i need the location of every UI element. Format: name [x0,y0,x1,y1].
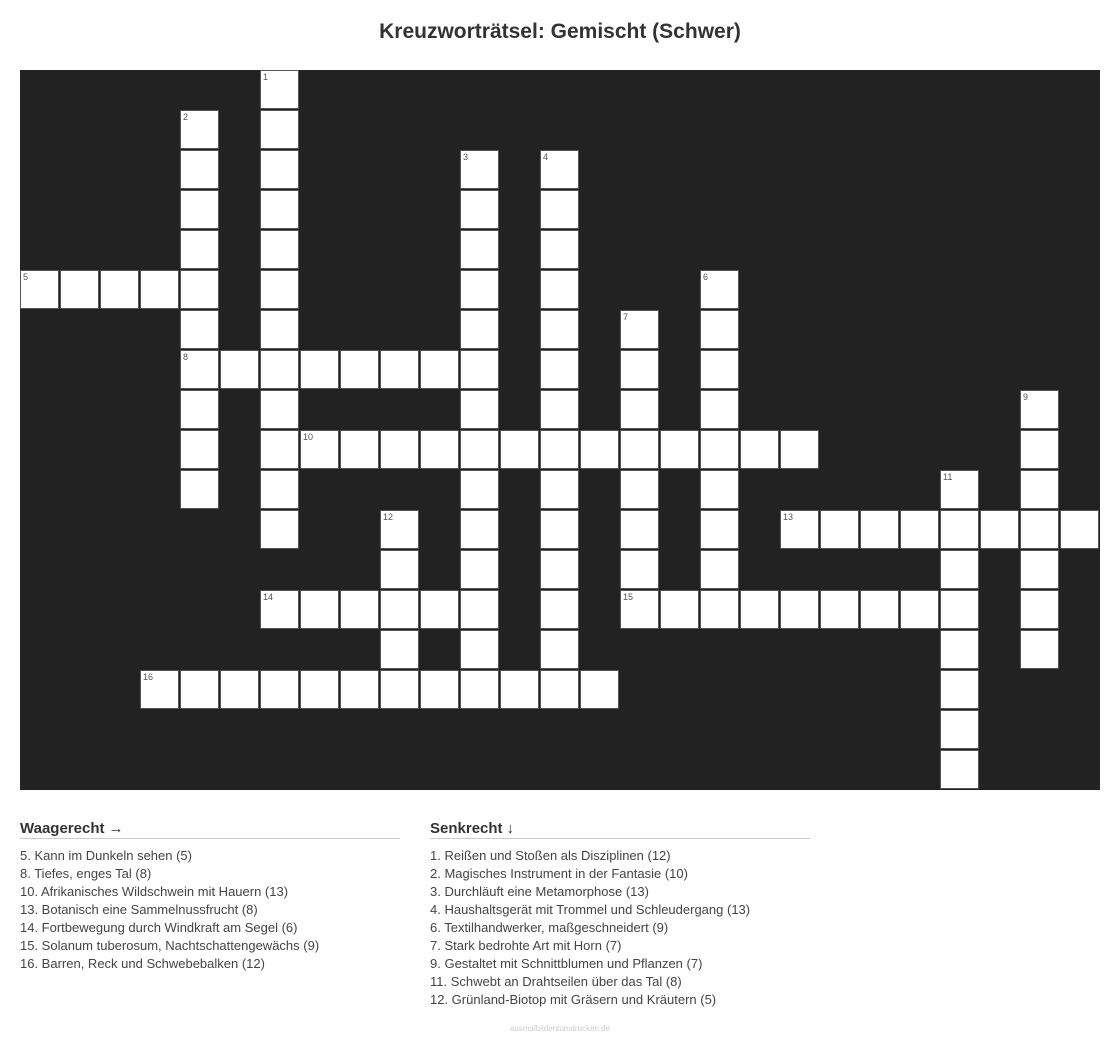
grid-cell[interactable] [180,110,219,149]
grid-cell[interactable] [540,510,579,549]
grid-cell[interactable] [180,310,219,349]
grid-cell[interactable] [180,670,219,709]
grid-cell[interactable] [1020,550,1059,589]
grid-cell[interactable] [260,190,299,229]
grid-cell[interactable] [180,470,219,509]
grid-cell[interactable] [340,590,379,629]
grid-cell[interactable] [540,150,579,189]
grid-cell[interactable] [540,230,579,269]
down-heading-label: Senkrecht [430,820,503,837]
grid-cell[interactable] [380,510,419,549]
grid-cell[interactable] [460,670,499,709]
clue-number: 12 [383,512,394,522]
grid-cell[interactable] [660,590,699,629]
across-clue-list [20,847,400,973]
grid-cell[interactable] [700,590,739,629]
grid-cell[interactable] [460,270,499,309]
grid-cell[interactable] [540,270,579,309]
grid-cell[interactable] [300,350,339,389]
grid-cell[interactable] [260,230,299,269]
grid-cell[interactable] [860,510,899,549]
grid-cell[interactable] [540,590,579,629]
grid-cell[interactable] [1020,510,1059,549]
grid-cell[interactable] [540,190,579,229]
clue-number: 15 [623,592,634,602]
grid-cell[interactable] [260,150,299,189]
grid-cell[interactable] [380,430,419,469]
grid-cell[interactable] [460,590,499,629]
across-clue: 5. Kann im Dunkeln sehen (5) [20,848,192,863]
grid-cell[interactable] [380,670,419,709]
grid-cell[interactable] [420,430,459,469]
grid-cell[interactable] [20,270,59,309]
down-clue: 4. Haushaltsgerät mit Trommel und Schleudergang (13) [430,902,751,917]
grid-cell[interactable] [1020,630,1059,669]
grid-cell[interactable] [460,470,499,509]
grid-cell[interactable] [1020,590,1059,629]
grid-cell[interactable] [140,670,179,709]
grid-cell[interactable] [940,630,979,669]
down-clue: 7. Stark bedrohte Art mit Horn (7) [430,938,622,953]
grid-cell[interactable] [740,590,779,629]
grid-cell[interactable] [1020,390,1059,429]
grid-cell[interactable] [700,510,739,549]
clue-number: 10 [303,432,314,442]
clue-number: 11 [943,472,953,482]
grid-cell[interactable] [540,630,579,669]
grid-cell[interactable] [460,390,499,429]
grid-cell[interactable] [380,350,419,389]
grid-cell[interactable] [540,550,579,589]
grid-cell[interactable] [100,270,139,309]
grid-cell[interactable] [940,510,979,549]
crossword-grid [20,70,1100,790]
grid-cell[interactable] [300,430,339,469]
grid-cell[interactable] [380,590,419,629]
clue-number: 1 [263,72,269,82]
grid-cell[interactable] [300,590,339,629]
grid-cell[interactable] [260,390,299,429]
grid-cell[interactable] [460,510,499,549]
clue-number: 5 [23,272,29,282]
grid-cell[interactable] [420,350,459,389]
grid-cell[interactable] [260,110,299,149]
grid-cell[interactable] [660,430,699,469]
across-clue: 8. Tiefes, enges Tal (8) [20,866,152,881]
grid-cell[interactable] [820,510,859,549]
grid-cell[interactable] [620,590,659,629]
clue-number: 4 [543,152,549,162]
grid-cell[interactable] [1060,510,1099,549]
grid-cell[interactable] [220,350,259,389]
grid-cell[interactable] [260,510,299,549]
grid-cell[interactable] [940,710,979,749]
clue-number: 14 [263,592,274,602]
grid-cell[interactable] [220,670,259,709]
grid-cell[interactable] [180,190,219,229]
grid-cell[interactable] [460,150,499,189]
down-clue: 11. Schwebt an Drahtseilen über das Tal (8) [430,974,682,989]
across-clue: 16. Barren, Reck und Schwebebalken (12) [20,956,265,971]
grid-cell[interactable] [700,430,739,469]
down-clues-section [430,820,810,1009]
down-clue: 6. Textilhandwerker, maßgeschneidert (9) [430,920,669,935]
down-clue: 1. Reißen und Stoßen als Disziplinen (12) [430,848,671,863]
across-heading [20,820,400,839]
clue-number: 2 [183,112,189,122]
grid-cell[interactable] [1020,470,1059,509]
grid-cell[interactable] [460,310,499,349]
grid-cell[interactable] [140,270,179,309]
grid-cell[interactable] [380,550,419,589]
grid-cell[interactable] [260,310,299,349]
grid-cell[interactable] [1020,430,1059,469]
grid-cell[interactable] [580,670,619,709]
grid-cell[interactable] [460,230,499,269]
across-clue: 14. Fortbewegung durch Windkraft am Segel (6) [20,920,298,935]
grid-cell[interactable] [260,70,299,109]
grid-cell[interactable] [580,430,619,469]
across-heading-label: Waagerecht [20,820,105,837]
grid-cell[interactable] [340,670,379,709]
grid-cell[interactable] [460,350,499,389]
arrow-right-icon: → [108,820,124,837]
grid-cell[interactable] [620,550,659,589]
grid-cell[interactable] [620,470,659,509]
grid-cell[interactable] [260,270,299,309]
grid-cell[interactable] [980,510,1019,549]
grid-cell[interactable] [700,470,739,509]
grid-cell[interactable] [380,630,419,669]
grid-cell[interactable] [700,270,739,309]
down-clue: 3. Durchläuft eine Metamorphose (13) [430,884,649,899]
grid-cell[interactable] [420,670,459,709]
down-clue: 12. Grünland-Biotop mit Gräsern und Kräutern (5) [430,992,717,1007]
grid-cell[interactable] [180,390,219,429]
grid-cell[interactable] [820,590,859,629]
clue-number: 13 [783,512,794,522]
clue-number: 16 [143,672,154,682]
grid-cell[interactable] [340,350,379,389]
grid-cell[interactable] [300,670,339,709]
grid-cell[interactable] [940,470,979,509]
grid-cell[interactable] [900,590,939,629]
clue-number: 6 [703,272,709,282]
grid-cell[interactable] [460,190,499,229]
grid-cell[interactable] [540,470,579,509]
grid-cell[interactable] [460,630,499,669]
grid-cell[interactable] [700,390,739,429]
grid-cell[interactable] [940,750,979,789]
grid-cell[interactable] [180,430,219,469]
grid-cell[interactable] [860,590,899,629]
grid-cell[interactable] [500,430,539,469]
clue-number: 9 [1023,392,1029,402]
clue-number: 3 [463,152,469,162]
grid-cell[interactable] [260,350,299,389]
grid-cell[interactable] [780,430,819,469]
grid-cell[interactable] [900,510,939,549]
grid-cell[interactable] [60,270,99,309]
grid-cell[interactable] [260,470,299,509]
across-clue: 10. Afrikanisches Wildschwein mit Hauern (13) [20,884,289,899]
grid-cell[interactable] [180,350,219,389]
grid-cell[interactable] [780,590,819,629]
grid-cell[interactable] [540,310,579,349]
grid-cell[interactable] [260,670,299,709]
grid-cell[interactable] [540,670,579,709]
arrow-down-icon: ↓ [506,820,515,837]
across-clues-section [20,820,400,973]
grid-cell[interactable] [460,550,499,589]
grid-cell[interactable] [620,390,659,429]
down-clue: 2. Magisches Instrument in der Fantasie (10) [430,866,688,881]
page-title: Kreuzworträtsel: Gemischt (Schwer) [379,20,741,43]
across-clue: 15. Solanum tuberosum, Nachtschattengewächs (9) [20,938,320,953]
down-clue: 9. Gestaltet mit Schnittblumen und Pflanzen (7) [430,956,703,971]
grid-cell[interactable] [540,390,579,429]
clue-number: 7 [623,312,629,322]
grid-cell[interactable] [780,510,819,549]
down-heading [430,820,810,839]
grid-cell[interactable] [620,510,659,549]
grid-cell[interactable] [260,430,299,469]
grid-cell[interactable] [700,310,739,349]
grid-cell[interactable] [620,430,659,469]
across-clue: 13. Botanisch eine Sammelnussfrucht (8) [20,902,258,917]
grid-cell[interactable] [260,590,299,629]
grid-cell[interactable] [340,430,379,469]
grid-cell[interactable] [940,590,979,629]
grid-cell[interactable] [180,150,219,189]
grid-cell[interactable] [180,270,219,309]
clue-number: 8 [183,352,189,362]
grid-cell[interactable] [700,550,739,589]
down-clue-list [430,847,810,1009]
grid-cell[interactable] [940,550,979,589]
grid-cell[interactable] [620,350,659,389]
grid-cell[interactable] [460,430,499,469]
footer-credit: ausmalbilderzumdrucken.de [509,1024,611,1033]
grid-cell[interactable] [420,590,459,629]
grid-cell[interactable] [940,670,979,709]
grid-cell[interactable] [500,670,539,709]
grid-cell[interactable] [180,230,219,269]
grid-cell[interactable] [740,430,779,469]
grid-cell[interactable] [620,310,659,349]
grid-cell[interactable] [540,430,579,469]
grid-cell[interactable] [700,350,739,389]
grid-cell[interactable] [540,350,579,389]
